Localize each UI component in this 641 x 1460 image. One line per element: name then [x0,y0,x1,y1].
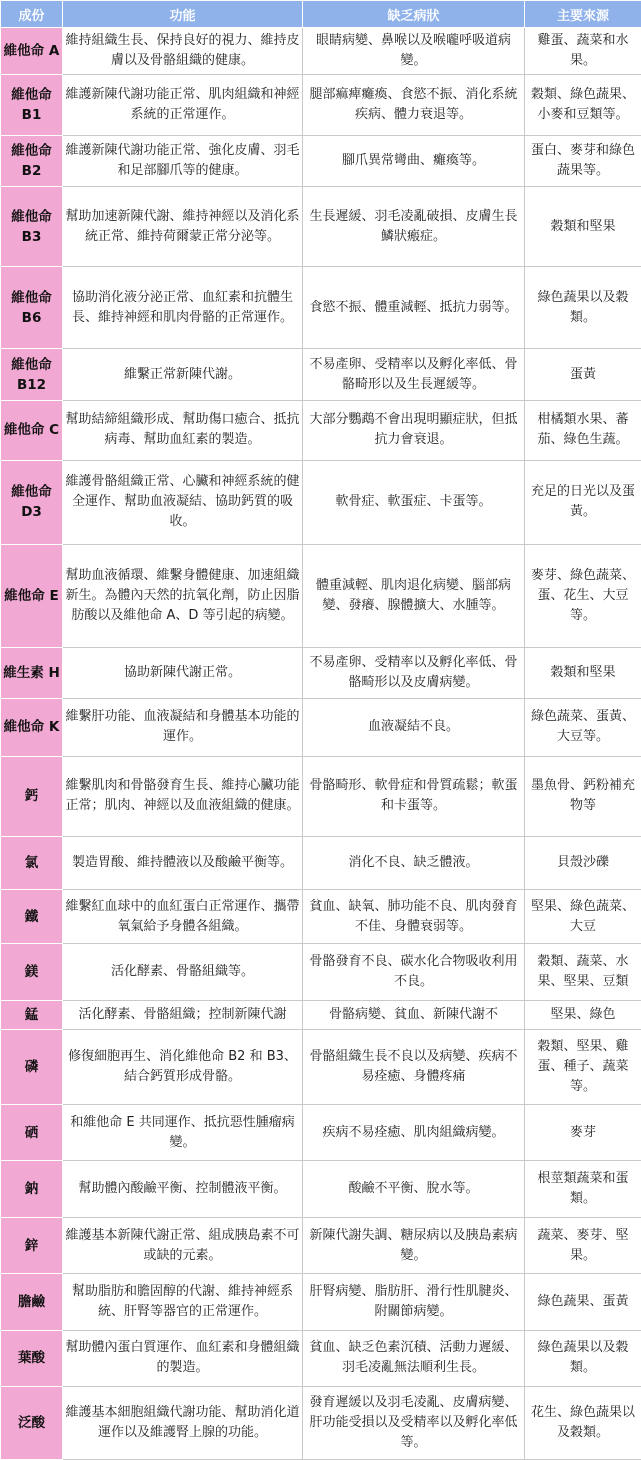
table-row [1,1217,641,1274]
table-row [1,1105,641,1161]
deficiency-cell: 消化不良、缺乏體液。 [303,836,525,890]
deficiency-cell: 腳爪異常彎曲、癱瘓等。 [303,136,525,187]
source-cell: 穀類、堅果、雞蛋、種子、蔬菜等。 [525,1030,641,1105]
table-row [1,1274,641,1331]
function-cell: 維護新陳代謝功能正常、強化皮膚、羽毛和足部腳爪等的健康。 [63,136,303,187]
table-row [1,1000,641,1029]
deficiency-cell: 貧血、缺乏色素沉積、活動力遲緩、羽毛凌亂無法順利生長。 [303,1331,525,1387]
header-source: 主要來源 [525,1,641,28]
deficiency-cell: 眼睛病變、鼻喉以及喉嚨呼吸道病變。 [303,28,525,75]
component-cell: 泛酸 [1,1386,63,1459]
source-cell: 穀類、蔬菜、水果、堅果、豆類 [525,944,641,1001]
source-cell: 蛋黃 [525,349,641,401]
header-deficiency: 缺乏病狀 [303,1,525,28]
deficiency-cell: 肝腎病變、脂肪肝、滑行性肌腱炎、附關節病變。 [303,1274,525,1331]
function-cell: 幫助結締組織形成、幫助傷口癒合、抵抗病毒、幫助血紅素的製造。 [63,400,303,460]
source-cell: 麥芽 [525,1105,641,1161]
source-cell: 堅果、綠色 [525,1000,641,1029]
source-cell: 柑橘類水果、蕃茄、綠色生蔬。 [525,400,641,460]
function-cell: 幫助脂肪和膽固醇的代謝、維持神經系統、肝腎等器官的正常運作。 [63,1274,303,1331]
source-cell: 綠色蔬果以及穀類。 [525,1331,641,1387]
deficiency-cell: 骨骼發育不良、碳水化合物吸收利用不良。 [303,944,525,1001]
function-cell: 協助新陳代謝正常。 [63,648,303,699]
deficiency-cell: 酸鹼不平衡、脫水等。 [303,1160,525,1217]
source-cell: 綠色蔬果、蛋黃 [525,1274,641,1331]
deficiency-cell: 發育遲緩以及羽毛凌亂、皮膚病變、肝功能受損以及受精率以及孵化率低等。 [303,1386,525,1459]
deficiency-cell: 骨骼組織生長不良以及病變、疾病不易痊癒、身體疼痛 [303,1030,525,1105]
component-cell: 磷 [1,1030,63,1105]
function-cell: 活化酵素、骨骼組織；控制新陳代謝 [63,1000,303,1029]
table-row [1,74,641,136]
source-cell: 麥芽、綠色蔬菜、蛋、花生、大豆等。 [525,544,641,647]
function-cell: 維護基本新陳代謝正常、組成胰島素不可或缺的元素。 [63,1217,303,1274]
deficiency-cell: 骨骼病變、貧血、新陳代謝不 [303,1000,525,1029]
source-cell: 墨魚骨、鈣粉補充物等 [525,756,641,836]
source-cell: 堅果、綠色蔬菜、大豆 [525,890,641,944]
source-cell: 貝殼沙礫 [525,836,641,890]
function-cell: 幫助體內酸鹼平衡、控制體液平衡。 [63,1160,303,1217]
source-cell: 花生、綠色蔬果以及穀類。 [525,1386,641,1459]
deficiency-cell: 不易產卵、受精率以及孵化率低、骨骼畸形以及皮膚病變。 [303,648,525,699]
table-body [1,28,641,1460]
table-row [1,544,641,647]
source-cell: 雞蛋、蔬菜和水果。 [525,28,641,75]
component-cell: 維他命 B3 [1,187,63,267]
source-cell: 穀類和堅果 [525,187,641,267]
source-cell: 充足的日光以及蛋黃。 [525,460,641,544]
component-cell: 維他命 D3 [1,460,63,544]
table-row [1,400,641,460]
table-row [1,836,641,890]
component-cell: 鈉 [1,1160,63,1217]
table-row [1,187,641,267]
component-cell: 葉酸 [1,1331,63,1387]
source-cell: 穀類和堅果 [525,648,641,699]
component-cell: 硒 [1,1105,63,1161]
component-cell: 鈣 [1,756,63,836]
header-component: 成份 [1,1,63,28]
component-cell: 鋅 [1,1217,63,1274]
deficiency-cell: 體重減輕、肌肉退化病變、腦部病變、發癢、腺體擴大、水腫等。 [303,544,525,647]
function-cell: 幫助血液循環、維繫身體健康、加速組織新生。為體內天然的抗氧化劑，防止因脂肪酸以及維他命 A、D 等引起的病變。 [63,544,303,647]
function-cell: 協助消化液分泌正常、血紅素和抗體生長、維持神經和肌肉骨骼的正常運作。 [63,267,303,349]
deficiency-cell: 新陳代謝失調、糖尿病以及胰島素病變。 [303,1217,525,1274]
table-row [1,1160,641,1217]
component-cell: 膽鹼 [1,1274,63,1331]
component-cell: 氯 [1,836,63,890]
table-row [1,698,641,756]
function-cell: 維護骨骼組織正常、心臟和神經系統的健全運作、幫助血液凝結、協助鈣質的吸收。 [63,460,303,544]
source-cell: 綠色蔬菜、蛋黃、大豆等。 [525,698,641,756]
function-cell: 維繫正常新陳代謝。 [63,349,303,401]
function-cell: 製造胃酸、維持體液以及酸鹼平衡等。 [63,836,303,890]
source-cell: 根莖類蔬菜和蛋類。 [525,1160,641,1217]
function-cell: 幫助加速新陳代謝、維持神經以及消化系統正常、維持荷爾蒙正常分泌等。 [63,187,303,267]
table-row [1,648,641,699]
component-cell: 維他命 E [1,544,63,647]
component-cell: 維他命 C [1,400,63,460]
source-cell: 綠色蔬果以及穀類。 [525,267,641,349]
component-cell: 鎂 [1,944,63,1001]
component-cell: 維他命 A [1,28,63,75]
table-row [1,944,641,1001]
function-cell: 維持組織生長、保持良好的視力、維持皮膚以及骨骼組織的健康。 [63,28,303,75]
deficiency-cell: 軟骨症、軟蛋症、卡蛋等。 [303,460,525,544]
table-row [1,1030,641,1105]
function-cell: 活化酵素、骨骼組織等。 [63,944,303,1001]
function-cell: 維繫紅血球中的血紅蛋白正常運作、攜帶氧氣給予身體各組織。 [63,890,303,944]
deficiency-cell: 疾病不易痊癒、肌肉組織病變。 [303,1105,525,1161]
header-function: 功能 [63,1,303,28]
table-row [1,349,641,401]
deficiency-cell: 貧血、缺氧、肺功能不良、肌肉發育不佳、身體衰弱等。 [303,890,525,944]
deficiency-cell: 血液凝結不良。 [303,698,525,756]
component-cell: 維他命 B2 [1,136,63,187]
source-cell: 蔬菜、麥芽、堅果。 [525,1217,641,1274]
table-row [1,136,641,187]
component-cell: 鐵 [1,890,63,944]
deficiency-cell: 食慾不振、體重減輕、抵抗力弱等。 [303,267,525,349]
function-cell: 維繫肝功能、血液凝結和身體基本功能的運作。 [63,698,303,756]
source-cell: 穀類、綠色蔬果、小麥和豆類等。 [525,74,641,136]
component-cell: 維生素 H [1,648,63,699]
function-cell: 維繫肌肉和骨骼發育生長、維持心臟功能正常；肌肉、神經以及血液組織的健康。 [63,756,303,836]
component-cell: 錳 [1,1000,63,1029]
function-cell: 修復細胞再生、消化維他命 B2 和 B3、結合鈣質形成骨骼。 [63,1030,303,1105]
table-row [1,756,641,836]
function-cell: 和維他命 E 共同運作、抵抗惡性腫瘤病變。 [63,1105,303,1161]
deficiency-cell: 骨骼畸形、軟骨症和骨質疏鬆；軟蛋和卡蛋等。 [303,756,525,836]
component-cell: 維他命 K [1,698,63,756]
function-cell: 維護新陳代謝功能正常、肌肉組織和神經系統的正常運作。 [63,74,303,136]
component-cell: 維他命 B6 [1,267,63,349]
header-row [1,1,641,28]
component-cell: 維他命 B1 [1,74,63,136]
table-row [1,1331,641,1387]
source-cell: 蛋白、麥芽和綠色蔬果等。 [525,136,641,187]
deficiency-cell: 生長遲緩、羽毛凌亂破損、皮膚生長鱗狀瘢症。 [303,187,525,267]
table-row [1,267,641,349]
deficiency-cell: 不易產卵、受精率以及孵化率低、骨骼畸形以及生長遲緩等。 [303,349,525,401]
function-cell: 幫助體內蛋白質運作、血紅素和身體組織的製造。 [63,1331,303,1387]
deficiency-cell: 大部分鸚鵡不會出現明顯症狀，但抵抗力會衰退。 [303,400,525,460]
component-cell: 維他命 B12 [1,349,63,401]
table-row [1,28,641,75]
deficiency-cell: 腿部痲痺癱瘓、食慾不振、消化系統疾病、體力衰退等。 [303,74,525,136]
function-cell: 維護基本細胞組織代謝功能、幫助消化道運作以及維護腎上腺的功能。 [63,1386,303,1459]
table-row [1,460,641,544]
table-row [1,890,641,944]
table-row [1,1386,641,1459]
